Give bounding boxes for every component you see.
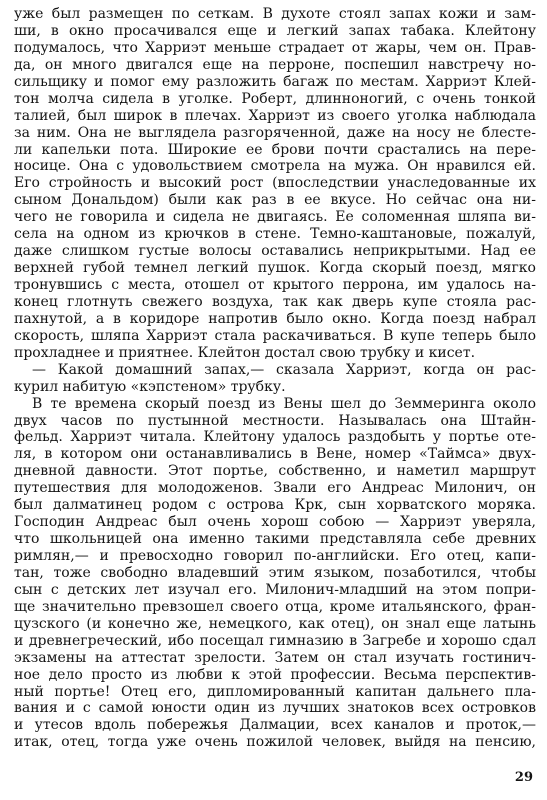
- text-line: сильщику и помог ему разложить багаж по местам. Харриэт Клей-: [14, 73, 536, 90]
- text-line: чего не говорила и сидела не двигаясь. Ее соломенная шляпа ви-: [14, 209, 536, 226]
- text-line: путешествия для молодоженов. Звали его Андреас Милонич, он: [14, 480, 536, 497]
- text-line: тон молча сидела в уголке. Роберт, длинноногий, с очень тонкой: [14, 90, 536, 107]
- text-line: Его стройность и высокий рост (впоследствии унаследованные их: [14, 175, 536, 192]
- text-line: вания и с самой юности один из лучших знатоков всех островков: [14, 700, 536, 717]
- text-line: был далматинец родом с острова Крк, сын хорватского моряка.: [14, 497, 536, 514]
- text-line: В те времена скорый поезд из Вены шел до Земмеринга около: [32, 395, 536, 412]
- text-line: итак, отец, тогда уже очень пожилой человек, выйдя на пенсию,: [14, 734, 536, 751]
- text-line: что школьницей она именно такими представляла себе древних: [14, 531, 536, 548]
- text-line: сын с детских лет изучал его. Милонич-младший на этом попри-: [14, 581, 536, 598]
- text-line: ный портье! Отец его, дипломированный капитан дальнего пла-: [14, 683, 536, 700]
- text-line: ши, в окно просачивался еще и легкий запах табака. Клейтону: [14, 22, 536, 39]
- text-line: да, он много двигался еще на перроне, поспешил навстречу но-: [14, 56, 536, 73]
- text-line: и древнегреческий, ибо посещал гимназию в Загребе и хорошо сдал: [14, 632, 536, 649]
- text-line: Господин Андреас был очень хорош собою — Харриэт уверяла,: [14, 514, 536, 531]
- text-line: ля, в котором они останавливались в Вене, номер «Таймса» двух-: [14, 446, 536, 463]
- text-line: скорость, шляпа Харриэт стала раскачиваться. В купе теперь было: [14, 327, 536, 344]
- text-line: дневной давности. Этот портье, собственно, и наметил маршрут: [14, 463, 536, 480]
- text-line: тан, тоже свободно владевший этим языком, позаботился, чтобы: [14, 564, 536, 581]
- text-line: талией, был широк в плечах. Харриэт из своего уголка наблюдала: [14, 107, 536, 124]
- text-line: экзамены на аттестат зрелости. Затем он стал изучать гостинич-: [14, 649, 536, 666]
- text-line: даже слишком густые волосы оставались неприкрытыми. Над ее: [14, 243, 536, 260]
- text-line: пахнутой, а в коридоре напротив было окно. Когда поезд набрал: [14, 310, 536, 327]
- text-line: ли капельки пота. Широкие ее брови почти срастались на пере-: [14, 141, 536, 158]
- text-line: уже был размещен по сеткам. В духоте стоял запах кожи и зам-: [14, 6, 536, 22]
- page-number: 29: [514, 770, 533, 785]
- text-line: курил набитую «кэпстеном» трубку.: [14, 378, 286, 395]
- text-line: конец глотнуть свежего воздуха, так как дверь купе стояла рас-: [14, 293, 536, 310]
- text-line: и утесов вдоль побережья Далмации, всех каналов и проток,—: [14, 717, 536, 734]
- text-line: носице. Она с удовольствием смотрела на мужа. Он нравился ей.: [14, 158, 536, 175]
- text-line: верхней губой темнел легкий пушок. Когда скорый поезд, мягко: [14, 260, 536, 277]
- body-text: [14, 6, 536, 751]
- text-line: сыном Дональдом) были как раз в ее вкусе. Но сейчас она ни-: [14, 192, 536, 209]
- text-line: — Какой домашний запах,— сказала Харриэт, когда он рас-: [32, 361, 536, 378]
- text-line: ное дело просто из любви к этой профессии. Весьма перспектив-: [14, 666, 536, 683]
- text-line: прохладнее и приятнее. Клейтон достал свою трубку и кисет.: [14, 344, 476, 361]
- text-line: римлян,— и превосходно говорил по-английски. Его отец, капи-: [14, 548, 536, 564]
- text-line: ще значительно превзошел своего отца, кроме итальянского, фран-: [14, 598, 536, 615]
- text-line: за ним. Она не выглядела разгоряченной, даже на носу не блесте-: [14, 124, 536, 141]
- text-line: цузского (и конечно же, немецкого, как отец), он знал еще латынь: [14, 615, 536, 632]
- text-line: фельд. Харриэт читала. Клейтону удалось раздобыть у портье оте-: [14, 429, 536, 446]
- text-line: подумалось, что Харриэт меньше страдает от жары, чем он. Прав-: [14, 39, 536, 56]
- text-line: двух часов по пустынной местности. Называлась она Штайн-: [14, 412, 536, 429]
- text-line: тронувшись с места, отошел от крытого перрона, им удалось на-: [14, 277, 536, 293]
- text-line: села на одном из крючков в стене. Темно-каштановые, пожалуй,: [14, 226, 536, 243]
